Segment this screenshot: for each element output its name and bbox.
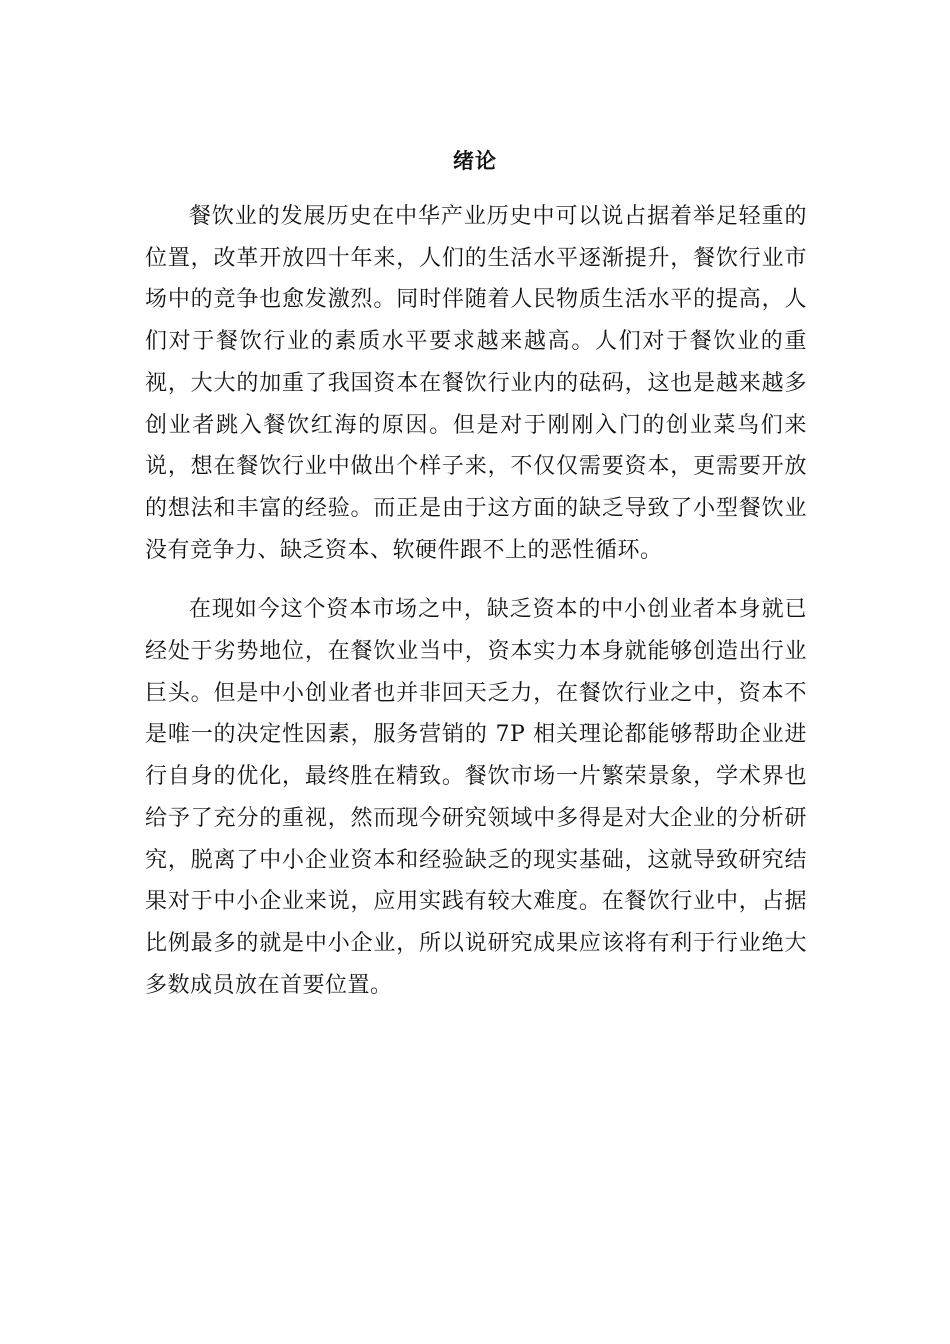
- body-text: [145, 196, 807, 1006]
- page-title: 绪论: [453, 149, 497, 173]
- paragraph-1: 餐饮业的发展历史在中华产业历史中可以说占据着举足轻重的位置，改革开放四十年来，人们的生活水平逐渐提升，餐饮行业市场中的竞争也愈发激烈。同时伴随着人民物质生活水平的提高，人们对于餐饮行业的素质水平要求越来越高。人们对于餐饮业的重视，大大的加重了我国资本在餐饮行业内的砝码，这也是越来越多创业者跳入餐饮红海的原因。但是对于刚刚入门的创业菜鸟们来说，想在餐饮行业中做出个样子来，不仅仅需要资本，更需要开放的想法和丰富的经验。而正是由于这方面的缺乏导致了小型餐饮业没有竞争力、缺乏资本、软硬件跟不上的恶性循环。: [145, 204, 807, 563]
- paragraph-2: 在现如今这个资本市场之中，缺乏资本的中小创业者本身就已经处于劣势地位，在餐饮业当中，资本实力本身就能够创造出行业巨头。但是中小创业者也并非回天乏力，在餐饮行业之中，资本不是唯一的决定性因素，服务营销的 7P 相关理论都能够帮助企业进行自身的优化，最终胜在精致。餐饮市场一片繁荣景象，学术界也给予了充分的重视，然而现今研究领域中多得是对大企业的分析研究，脱离了中小企业资本和经验缺乏的现实基础，这就导致研究结果对于中小企业来说，应用实践有较大难度。在餐饮行业中，占据比例最多的就是中小企业，所以说研究成果应该将有利于行业绝大多数成员放在首要位置。: [145, 597, 807, 998]
